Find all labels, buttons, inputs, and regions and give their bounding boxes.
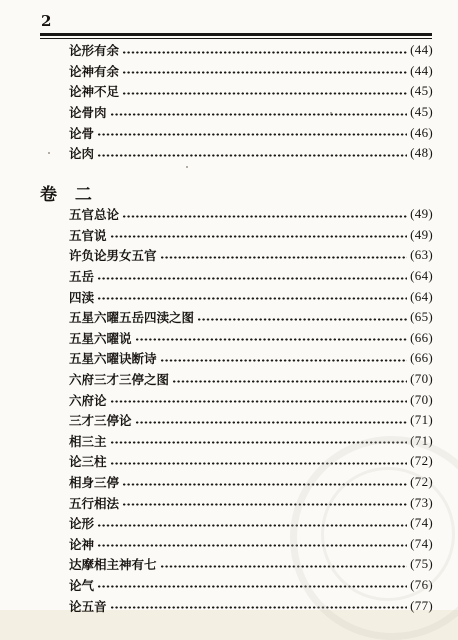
toc-entry[interactable] <box>69 122 433 143</box>
toc-entry-title: 许负论男女五官 <box>69 248 157 264</box>
toc-entry-page: (64) <box>410 288 433 304</box>
toc-entry[interactable] <box>69 575 433 596</box>
toc-entry-title: 论气 <box>69 577 95 593</box>
toc-entry-page: (49) <box>410 226 433 242</box>
toc-entry[interactable] <box>69 328 433 349</box>
toc-entry-page: (76) <box>410 576 433 592</box>
toc-entry-title: 论形 <box>69 516 95 532</box>
scan-speck <box>48 152 50 154</box>
toc-entry-page: (64) <box>410 268 433 284</box>
toc-entry-title: 四渎 <box>69 289 95 305</box>
toc-entry-title: 六府论 <box>69 392 107 408</box>
toc-entry-title: 五星六曜五岳四渎之图 <box>69 310 195 326</box>
toc-entry-title: 论神不足 <box>69 84 120 100</box>
toc-entry[interactable] <box>69 472 433 493</box>
dot-leader <box>122 503 407 506</box>
dot-leader <box>97 524 407 527</box>
toc-entry[interactable] <box>69 492 433 513</box>
dot-leader <box>110 606 408 609</box>
toc-entry-title: 论三柱 <box>69 454 107 470</box>
scan-speck <box>330 112 332 114</box>
dot-leader <box>135 421 408 424</box>
toc-entry-title: 五行相法 <box>69 495 120 511</box>
dot-leader <box>122 92 407 95</box>
toc-entry[interactable] <box>69 61 433 82</box>
toc-entry-title: 论神 <box>69 536 95 552</box>
toc-entry[interactable] <box>69 513 433 534</box>
dot-leader <box>172 380 407 383</box>
dot-leader <box>160 565 408 568</box>
toc-entry-title: 五官总论 <box>69 207 120 223</box>
dot-leader <box>97 133 407 136</box>
toc-entry[interactable] <box>69 81 433 102</box>
dot-leader <box>160 256 408 259</box>
toc-list-volume-2 <box>69 204 433 616</box>
toc-entry-page: (49) <box>410 206 433 222</box>
toc-entry[interactable] <box>69 451 433 472</box>
header-rule-thick <box>40 33 432 36</box>
toc-list-top <box>69 40 433 164</box>
toc-entry-page: (66) <box>410 350 433 366</box>
dot-leader <box>122 51 407 54</box>
volume-heading: 卷 二 <box>40 185 98 205</box>
toc-entry[interactable] <box>69 225 433 246</box>
dot-leader <box>110 113 408 116</box>
toc-entry-page: (74) <box>410 515 433 531</box>
toc-entry-title: 论肉 <box>69 146 95 162</box>
toc-entry[interactable] <box>69 102 433 123</box>
toc-entry[interactable] <box>69 286 433 307</box>
toc-entry-page: (70) <box>410 371 433 387</box>
toc-entry-page: (65) <box>410 309 433 325</box>
dot-leader <box>97 544 407 547</box>
toc-entry-title: 论骨 <box>69 125 95 141</box>
toc-entry-page: (71) <box>410 432 433 448</box>
toc-entry-title: 相三主 <box>69 433 107 449</box>
dot-leader <box>197 318 407 321</box>
toc-entry-title: 论骨肉 <box>69 105 107 121</box>
toc-entry-page: (72) <box>410 474 433 490</box>
toc-entry-page: (75) <box>410 556 433 572</box>
toc-entry-page: (73) <box>410 494 433 510</box>
toc-entry-page: (74) <box>410 535 433 551</box>
toc-entry[interactable] <box>69 204 433 225</box>
toc-entry[interactable] <box>69 595 433 616</box>
toc-entry-title: 三才三停论 <box>69 413 132 429</box>
toc-entry-title: 论五音 <box>69 598 107 614</box>
dot-leader <box>160 359 408 362</box>
scan-speck <box>186 166 188 168</box>
header-rule-thin <box>40 38 432 39</box>
toc-entry-title: 五岳 <box>69 269 95 285</box>
toc-entry-title: 论形有余 <box>69 43 120 59</box>
toc-entry[interactable] <box>69 245 433 266</box>
dot-leader <box>135 338 408 341</box>
toc-entry[interactable] <box>69 266 433 287</box>
toc-entry-page: (45) <box>410 83 433 99</box>
toc-entry[interactable] <box>69 554 433 575</box>
toc-entry[interactable] <box>69 40 433 61</box>
toc-entry[interactable] <box>69 369 433 390</box>
toc-entry-page: (71) <box>410 412 433 428</box>
toc-entry-title: 六府三才三停之图 <box>69 372 170 388</box>
toc-entry[interactable] <box>69 534 433 555</box>
toc-entry[interactable] <box>69 143 433 164</box>
toc-entry[interactable] <box>69 431 433 452</box>
dot-leader <box>97 277 407 280</box>
dot-leader <box>122 215 407 218</box>
toc-entry-page: (72) <box>410 453 433 469</box>
toc-entry-page: (46) <box>410 124 433 140</box>
dot-leader <box>110 441 408 444</box>
toc-entry[interactable] <box>69 348 433 369</box>
toc-entry-page: (44) <box>410 62 433 78</box>
toc-entry[interactable] <box>69 410 433 431</box>
toc-entry-page: (70) <box>410 391 433 407</box>
toc-entry-title: 达摩相主神有七 <box>69 557 157 573</box>
toc-entry[interactable] <box>69 307 433 328</box>
page-number: 2 <box>41 12 52 30</box>
toc-entry-title: 五官说 <box>69 227 107 243</box>
toc-entry-title: 论神有余 <box>69 63 120 79</box>
toc-entry-page: (63) <box>410 247 433 263</box>
toc-entry-page: (45) <box>410 104 433 120</box>
dot-leader <box>110 400 408 403</box>
toc-entry-page: (66) <box>410 329 433 345</box>
toc-entry-page: (44) <box>410 42 433 58</box>
dot-leader <box>110 235 408 238</box>
toc-entry-title: 相身三停 <box>69 475 120 491</box>
dot-leader <box>97 154 407 157</box>
dot-leader <box>122 71 407 74</box>
toc-entry[interactable] <box>69 389 433 410</box>
dot-leader <box>97 297 407 300</box>
dot-leader <box>122 483 407 486</box>
dot-leader <box>97 585 407 588</box>
toc-entry-page: (48) <box>410 145 433 161</box>
dot-leader <box>110 462 408 465</box>
toc-entry-title: 五星六曜诀断诗 <box>69 351 157 367</box>
toc-entry-title: 五星六曜说 <box>69 330 132 346</box>
toc-entry-page: (77) <box>410 597 433 613</box>
